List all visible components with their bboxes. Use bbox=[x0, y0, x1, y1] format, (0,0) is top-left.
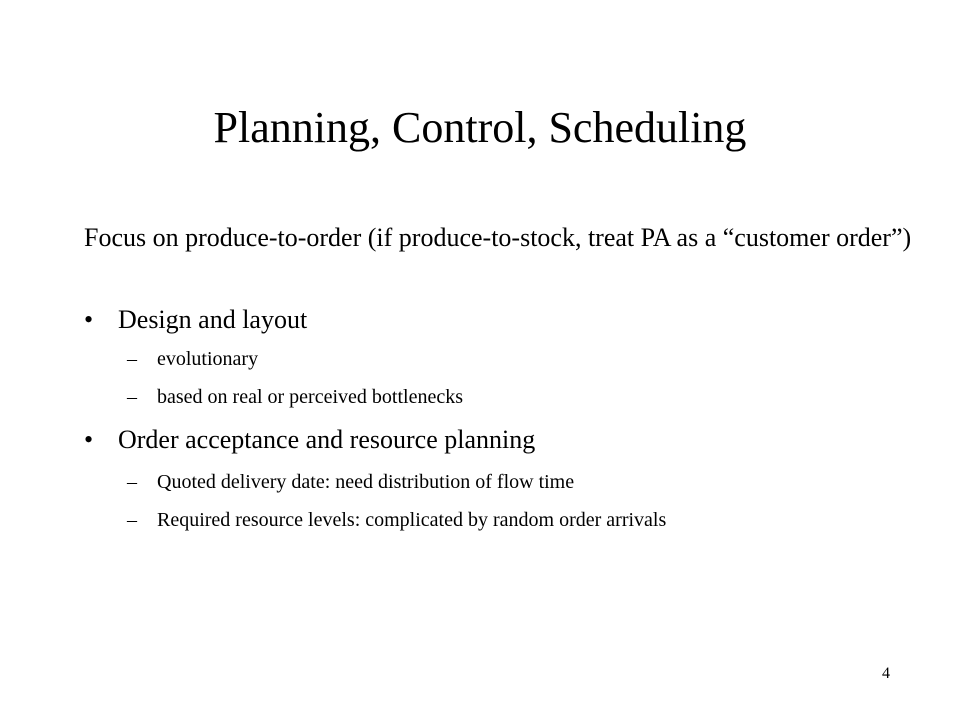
sub-item-marker: – bbox=[127, 348, 137, 370]
intro-paragraph: Focus on produce-to-order (if produce-to-stock, treat PA as a “customer order”) bbox=[84, 223, 912, 252]
sub-item-text: Quoted delivery date: need distribution of flow time bbox=[157, 471, 575, 493]
sub-item-text: Required resource levels: complicated by random order arrivals bbox=[157, 509, 667, 531]
sub-item-marker: – bbox=[127, 386, 137, 408]
bullet-marker: • bbox=[84, 425, 94, 454]
sub-item-text: evolutionary bbox=[157, 348, 259, 370]
page-number: 4 bbox=[882, 665, 890, 682]
sub-item-marker: – bbox=[127, 471, 137, 493]
sub-item-marker: – bbox=[127, 509, 137, 531]
slide-title: Planning, Control, Scheduling bbox=[213, 103, 747, 152]
bullet-text: Order acceptance and resource planning bbox=[118, 425, 536, 454]
bullet-text: Design and layout bbox=[118, 305, 308, 334]
sub-item-text: based on real or perceived bottlenecks bbox=[157, 386, 463, 408]
bullet-marker: • bbox=[84, 305, 94, 334]
